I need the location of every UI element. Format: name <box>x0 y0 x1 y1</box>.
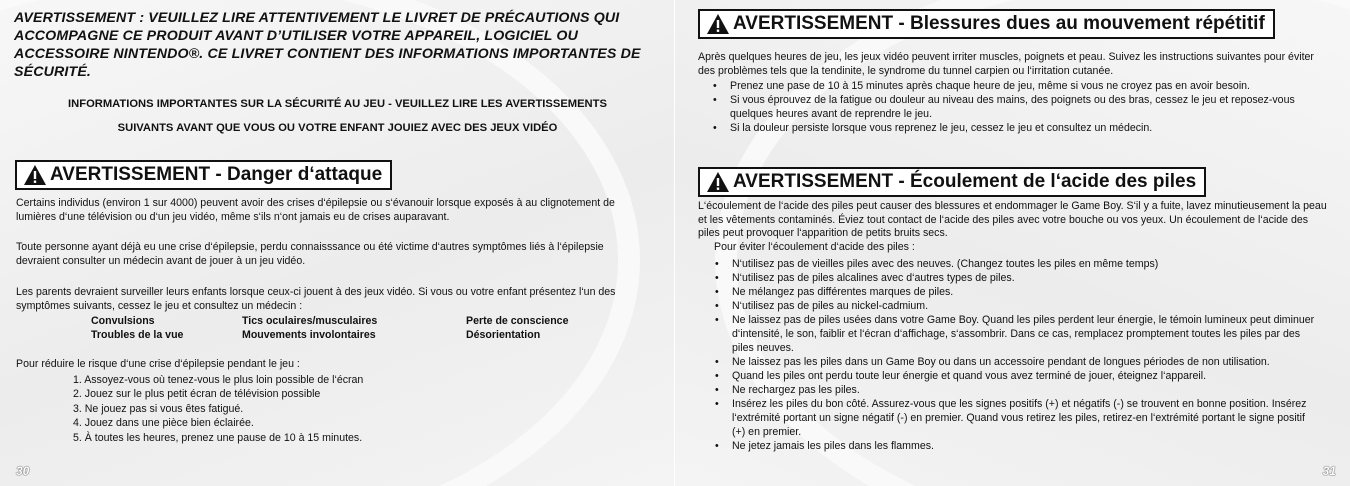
list-item: 4. Jouez dans une pièce bien éclairée. <box>73 417 254 430</box>
seizure-prevention-list <box>73 373 593 445</box>
page-number: 30 <box>16 464 30 478</box>
right-page <box>675 0 1350 486</box>
symptom-item: Perte de conscience <box>466 315 569 327</box>
warning-triangle-icon <box>706 171 730 193</box>
list-item: • Insérez les piles du bon côté. Assurez-vous que les signes positifs (+) et négatifs (-) se trouvent en bonne position. Insérez l‘extrémité portant un signe négatif (-) en premier. Quand vous retirez les piles, retirez-en l‘extrémité portant le signe positif (+) en premier. <box>715 397 1315 439</box>
list-item: 2. Jouez sur le plus petit écran de télévision possible <box>73 388 321 401</box>
symptom-item: Désorientation <box>466 329 541 341</box>
seizure-paragraph-1: Certains individus (environ 1 sur 4000) peuvent avoir des crises d‘épilepsie ou s‘évanouir lorsque exposés à au clignotement de lumières d‘une télévision ou d‘un jeu vidéo, même s‘ils n‘ont jamais eu de crises auparavant. <box>16 197 615 223</box>
safety-subheading-line-2: SUIVANTS AVANT QUE VOUS OU VOTRE ENFANT JOUIEZ AVEC DES JEUX VIDÉO <box>117 122 558 134</box>
list-item: • Prenez une pase de 10 à 15 minutes après chaque heure de jeu, même si vous ne croyez pas en avoir besoin. <box>713 79 1323 93</box>
list-item: • N‘utilisez pas de piles alcalines avec d‘autres types de piles. <box>715 271 1315 285</box>
repetitive-motion-banner <box>698 9 1275 39</box>
seizure-warning-banner <box>15 160 392 190</box>
repetitive-motion-list <box>713 79 1323 135</box>
list-item: 3. Ne jouez pas si vous êtes fatigué. <box>73 402 244 415</box>
list-item: • Quand les piles ont perdu toute leur énergie et quand vous avez terminé de jouer, éteignez l‘appareil. <box>715 369 1315 383</box>
list-item: • Ne laissez pas de piles usées dans votre Game Boy. Quand les piles perdent leur énergie, le témoin lumineux peut diminuer d‘intensité, le son, faiblir et l‘écran d‘affichage, s‘assombrir. Dans ce cas, remplacez promptement toutes les piles par des piles neuves. <box>715 313 1315 355</box>
warning-triangle-icon <box>706 13 730 35</box>
list-item: 1. Assoyez-vous où tenez-vous le plus loin possible de l‘écran <box>73 374 364 386</box>
symptom-item: Convulsions <box>91 315 155 327</box>
seizure-prevention-intro: Pour réduire le risque d‘une crise d‘épilepsie pendant le jeu : <box>16 358 300 370</box>
list-item: • Ne laissez pas les piles dans un Game Boy ou dans un accessoire pendant de longues périodes de non utilisation. <box>715 355 1315 369</box>
warning-triangle-icon <box>23 164 47 186</box>
list-item: • Ne mélangez pas différentes marques de piles. <box>715 285 1315 299</box>
safety-subheading-line-1: INFORMATIONS IMPORTANTES SUR LA SÉCURITÉ AU JEU - VEUILLEZ LIRE LES AVERTISSEMENTS <box>68 98 607 110</box>
repetitive-motion-paragraph: Après quelques heures de jeu, les jeux vidéo peuvent irriter muscles, poignets et peau. Suivez les instructions suivantes pour éviter des problèmes tels que la tendinite, le syndrome du tunnel carpien ou l‘irritation cutanée. <box>698 51 1314 77</box>
list-item: • Ne jetez jamais les piles dans les flammes. <box>715 439 1315 453</box>
seizure-paragraph-3: Les parents devraient surveiller leurs enfants lorsque ceux-ci jouent à des jeux vidéo. Si vous ou votre enfant présentez l‘un des symptômes suivants, cessez le jeu et consultez un médecin : <box>16 286 616 312</box>
list-item: • N‘utilisez pas de vieilles piles avec des neuves. (Changez toutes les piles en même temps) <box>715 257 1315 271</box>
repetitive-motion-title: AVERTISSEMENT - Blessures dues au mouvement répétitif <box>733 13 1265 34</box>
symptom-item: Mouvements involontaires <box>242 329 376 341</box>
page-number: 31 <box>1322 464 1336 478</box>
battery-acid-prevention-intro: Pour éviter l‘écoulement d‘acide des piles : <box>714 241 915 253</box>
intro-warning: AVERTISSEMENT : VEUILLEZ LIRE ATTENTIVEMENT LE LIVRET DE PRÉCAUTIONS QUI ACCOMPAGNE CE PRODUIT AVANT D’UTILISER VOTRE APPAREIL, LOGICIEL OU ACCESSOIRE NINTENDO®. CE LIVRET CONTIENT DES INFORMATIONS IMPORTANTES DE SÉCURITÉ. <box>14 10 641 80</box>
battery-acid-list <box>715 257 1315 453</box>
battery-acid-banner <box>698 167 1206 197</box>
list-item: • Ne rechargez pas les piles. <box>715 383 1315 397</box>
list-item: • Si la douleur persiste lorsque vous reprenez le jeu, cessez le jeu et consultez un médecin. <box>713 121 1323 135</box>
seizure-paragraph-2: Toute personne ayant déjà eu une crise d‘épilepsie, perdu connaisssance ou été victime d‘autres symptômes liés à l‘épilepsie devraient consulter un médecin avant de jouer à un jeu vidéo. <box>16 241 604 267</box>
symptom-item: Tics oculaires/musculaires <box>242 315 378 327</box>
seizure-warning-title: AVERTISSEMENT - Danger d‘attaque <box>50 164 383 185</box>
list-item: • N‘utilisez pas de piles au nickel-cadmium. <box>715 299 1315 313</box>
list-item: 5. À toutes les heures, prenez une pause de 10 à 15 minutes. <box>73 431 363 444</box>
battery-acid-title: AVERTISSEMENT - Écoulement de l‘acide des piles <box>733 171 1197 192</box>
battery-acid-paragraph: L‘écoulement de l‘acide des piles peut causer des blessures et endommager le Game Boy. S‘il y a fuite, lavez minutieusement la peau et les vêtements contaminés. Éviez tout contact de l‘acide des piles avec votre bouche ou vos yeux. Un écoulement de l‘acide des piles peut provoquer l‘apparition de petits bruits secs. <box>698 200 1327 240</box>
list-item: • Si vous éprouvez de la fatigue ou douleur au niveau des mains, des poignets ou des bras, cessez le jeu et reposez-vous quelques heures avant de reprendre le jeu. <box>713 93 1323 121</box>
symptom-item: Troubles de la vue <box>91 329 184 341</box>
